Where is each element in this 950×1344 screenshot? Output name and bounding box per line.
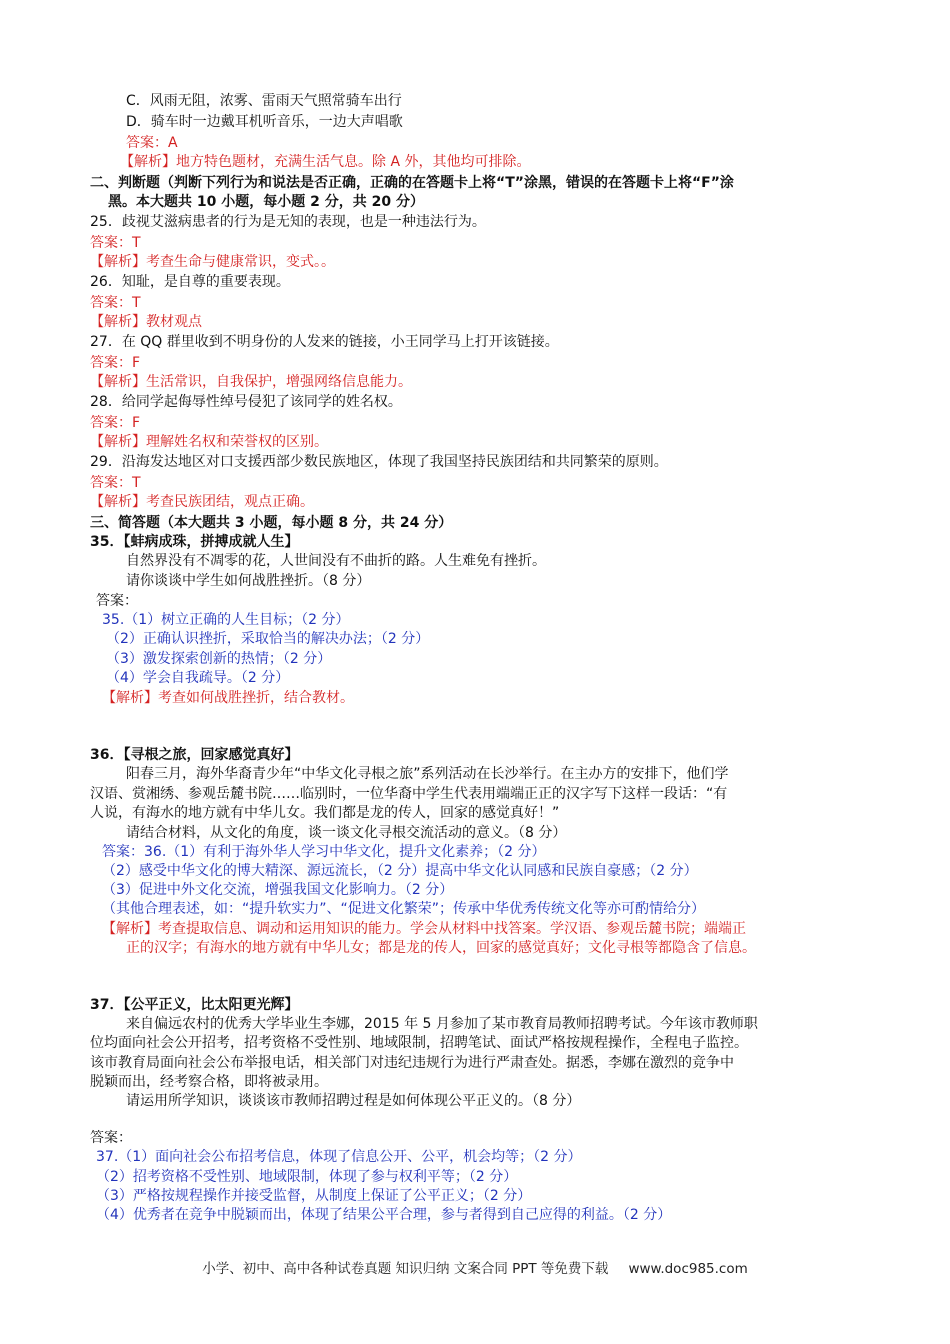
q36-answer-2: （2）感受中华文化的博大精深、源远流长，（2 分）提高中华文化认同感和民族自豪感；（2 分） <box>102 863 698 879</box>
q36-material: 阳春三月，海外华裔青少年“中华文化寻根之旅”系列活动在长沙举行。在主办方的安排下，他们学 <box>126 766 729 782</box>
q35-answer-label: 答案： <box>96 593 138 609</box>
q37-title: 37．【公平正义，比太阳更光辉】 <box>90 997 299 1013</box>
answer-25: 答案：T <box>90 235 141 251</box>
q35-material: 自然界没有不凋零的花，人世间没有不曲折的路。人生难免有挫折。 <box>126 553 546 569</box>
q37-answer-1: 37.（1）面向社会公布招考信息，体现了信息公开、公平，机会均等；（2 分） <box>96 1149 582 1165</box>
section-heading: 二、判断题（判断下列行为和说法是否正确，正确的在答题卡上将“T”涂黑，错误的在答题卡上将“F”涂 <box>90 175 734 191</box>
question-28: 28．给同学起侮辱性绰号侵犯了该同学的姓名权。 <box>90 394 402 410</box>
analysis-29: 【解析】考查民族团结，观点正确。 <box>90 494 314 510</box>
q35-answer-2: （2）正确认识挫折，采取恰当的解决办法；（2 分） <box>106 631 430 647</box>
q36-material-cont: 汉语、赏湘绣、参观岳麓书院……临别时，一位华裔中学生代表用端端正正的汉字写下这样一段话：“有 <box>90 786 728 802</box>
analysis: 【解析】地方特色题材，充满生活气息。除 A 外，其他均可排除。 <box>120 154 531 170</box>
q36-material-end: 人说，有海水的地方就有中华儿女。我们都是龙的传人，回家的感觉真好！” <box>90 805 560 821</box>
analysis-26: 【解析】教材观点 <box>90 314 202 330</box>
section3-heading: 三、简答题（本大题共 3 小题，每小题 8 分，共 24 分） <box>90 515 453 531</box>
q35-answer-3: （3）激发探索创新的热情；（2 分） <box>106 651 332 667</box>
q37-material-cont: 位均面向社会公开招考，招考资格不受性别、地域限制，招聘笔试、面试严格按规程操作，全程电子监控。 <box>90 1035 748 1051</box>
answer-26: 答案：T <box>90 295 141 311</box>
q36-answer-1: 答案：36.（1）有利于海外华人学习中华文化，提升文化素养；（2 分） <box>102 844 546 860</box>
analysis-27: 【解析】生活常识，自我保护，增强网络信息能力。 <box>90 374 412 390</box>
q37-answer-2: （2）招考资格不受性别、地域限制，体现了参与权利平等；（2 分） <box>96 1169 518 1185</box>
option-c: C．风雨无阻，浓雾、雷雨天气照常骑车出行 <box>126 93 402 109</box>
q36-answer-3: （3）促进中外文化交流，增强我国文化影响力。（2 分） <box>102 882 454 898</box>
q35-answer-4: （4）学会自我疏导。（2 分） <box>106 670 290 686</box>
q36-analysis: 【解析】考查提取信息、调动和运用知识的能力。学会从材料中找答案。学汉语、参观岳麓书院；端端正 <box>102 921 746 937</box>
answer-29: 答案：T <box>90 475 141 491</box>
q35-answer-1: 35.（1）树立正确的人生目标；（2 分） <box>102 612 350 628</box>
q36-answer-4: （其他合理表述，如：“提升软实力”、“促进文化繁荣”；传承中华优秀传统文化等亦可酌情给分） <box>102 901 706 917</box>
q37-prompt: 请运用所学知识，谈谈该市教师招聘过程是如何体现公平正义的。（8 分） <box>126 1093 581 1109</box>
section-heading-cont: 黑。本大题共 10 小题，每小题 2 分，共 20 分） <box>108 194 424 210</box>
page-footer <box>0 1257 950 1277</box>
answer: 答案：A <box>126 135 178 151</box>
question-25: 25．歧视艾滋病患者的行为是无知的表现，也是一种违法行为。 <box>90 214 486 230</box>
q36-prompt: 请结合材料，从文化的角度，谈一谈文化寻根交流活动的意义。（8 分） <box>126 825 567 841</box>
footer-link[interactable]: www.doc985.com <box>628 1261 748 1277</box>
q35-analysis: 【解析】考查如何战胜挫折，结合教材。 <box>102 690 354 706</box>
q37-material: 来自偏远农村的优秀大学毕业生李娜，2015 年 5 月参加了某市教育局教师招聘考试。今年该市教师职 <box>126 1016 758 1032</box>
answer-27: 答案：F <box>90 355 141 371</box>
q37-answer-4: （4）优秀者在竞争中脱颖而出，体现了结果公平合理，参与者得到自己应得的利益。（2 分） <box>96 1207 672 1223</box>
q37-material-end: 脱颖而出，经考察合格，即将被录用。 <box>90 1074 328 1090</box>
question-27: 27．在 QQ 群里收到不明身份的人发来的链接，小王同学马上打开该链接。 <box>90 334 559 350</box>
q37-material-cont-2: 该市教育局面向社会公布举报电话，相关部门对违纪违规行为进行严肃查处。据悉，李娜在激烈的竞争中 <box>90 1055 734 1071</box>
q36-analysis-cont: 正的汉字；有海水的地方就有中华儿女；都是龙的传人，回家的感觉真好；文化寻根等都隐含了信息。 <box>126 940 756 956</box>
option-d: D．骑车时一边戴耳机听音乐，一边大声唱歌 <box>126 114 403 130</box>
footer-text: 小学、初中、高中各种试卷真题 知识归纳 文案合同 PPT 等免费下载 <box>202 1261 609 1277</box>
analysis-28: 【解析】理解姓名权和荣誉权的区别。 <box>90 434 328 450</box>
q37-answer-3: （3）严格按规程操作并接受监督，从制度上保证了公平正义；（2 分） <box>96 1188 532 1204</box>
question-29: 29．沿海发达地区对口支援西部少数民族地区，体现了我国坚持民族团结和共同繁荣的原则。 <box>90 454 668 470</box>
q36-title: 36．【寻根之旅，回家感觉真好】 <box>90 747 299 763</box>
q35-title: 35．【蚌病成珠，拼搏成就人生】 <box>90 534 299 550</box>
answer-28: 答案：F <box>90 415 141 431</box>
q35-prompt: 请你谈谈中学生如何战胜挫折。（8 分） <box>126 573 371 589</box>
q37-answer-label: 答案： <box>90 1130 132 1146</box>
question-26: 26．知耻，是自尊的重要表现。 <box>90 274 290 290</box>
analysis-25: 【解析】考查生命与健康常识，变式。。 <box>90 254 335 270</box>
